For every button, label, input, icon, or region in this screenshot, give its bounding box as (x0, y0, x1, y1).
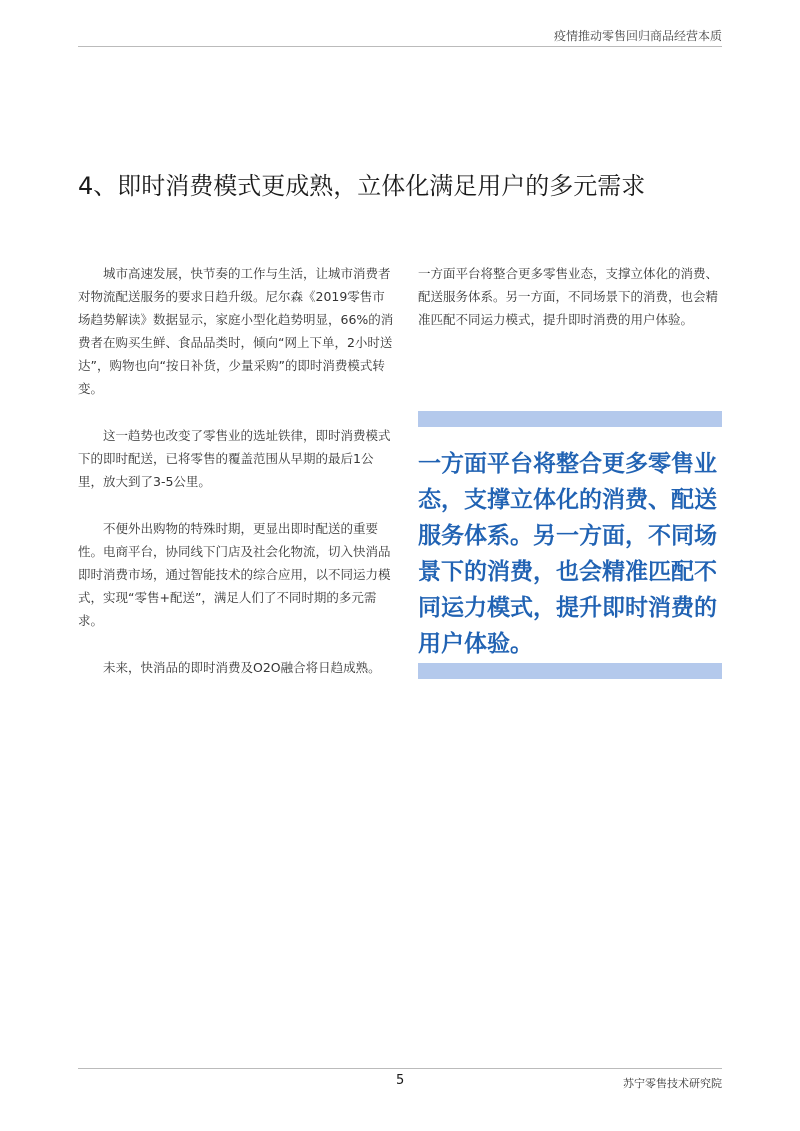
body-paragraph: 未来，快消品的即时消费及O2O融合将日趋成熟。 (103, 660, 381, 675)
pull-quote-top-bar (418, 411, 722, 427)
header-divider (78, 46, 722, 47)
footer-divider (78, 1068, 722, 1069)
pull-quote: 一方面平台将整合更多零售业态，支撑立体化的消费、配送服务体系。另一方面，不同场景下的消费，也会精准匹配不同运力模式，提升即时消费的用户体验。 (418, 451, 717, 657)
body-paragraph: 一方面平台将整合更多零售业态，支撑立体化的消费、配送服务体系。另一方面，不同场景下的消费，也会精准匹配不同运力模式，提升即时消费的用户体验。 (418, 266, 719, 327)
left-column (78, 262, 396, 703)
section-heading: 4、即时消费模式更成熟，立体化满足用户的多元需求 (78, 172, 646, 200)
body-paragraph: 城市高速发展，快节奏的工作与生活，让城市消费者对物流配送服务的要求日趋升级。尼尔森《2019零售市场趋势解读》数据显示，家庭小型化趋势明显，66%的消费者在购买生鲜、食品品类时，倾向“网上下单，2小时送达”，购物也向“按日补货，少量采购”的即时消费模式转变。 (78, 266, 394, 396)
pull-quote-bottom-bar (418, 663, 722, 679)
page-number: 5 (396, 1073, 405, 1088)
body-paragraph: 这一趋势也改变了零售业的选址铁律，即时消费模式下的即时配送，已将零售的覆盖范围从早期的最后1公里，放大到了3-5公里。 (78, 428, 391, 489)
footer-organization: 苏宁零售技术研究院 (623, 1077, 722, 1090)
body-paragraph: 不便外出购物的特殊时期，更显出即时配送的重要性。电商平台，协同线下门店及社会化物流，切入快消品即时消费市场，通过智能技术的综合应用，以不同运力模式，实现“零售+配送”，满足人们了不同时期的多元需求。 (78, 521, 391, 628)
right-column (418, 262, 726, 331)
header-title: 疫情推动零售回归商品经营本质 (553, 29, 722, 43)
